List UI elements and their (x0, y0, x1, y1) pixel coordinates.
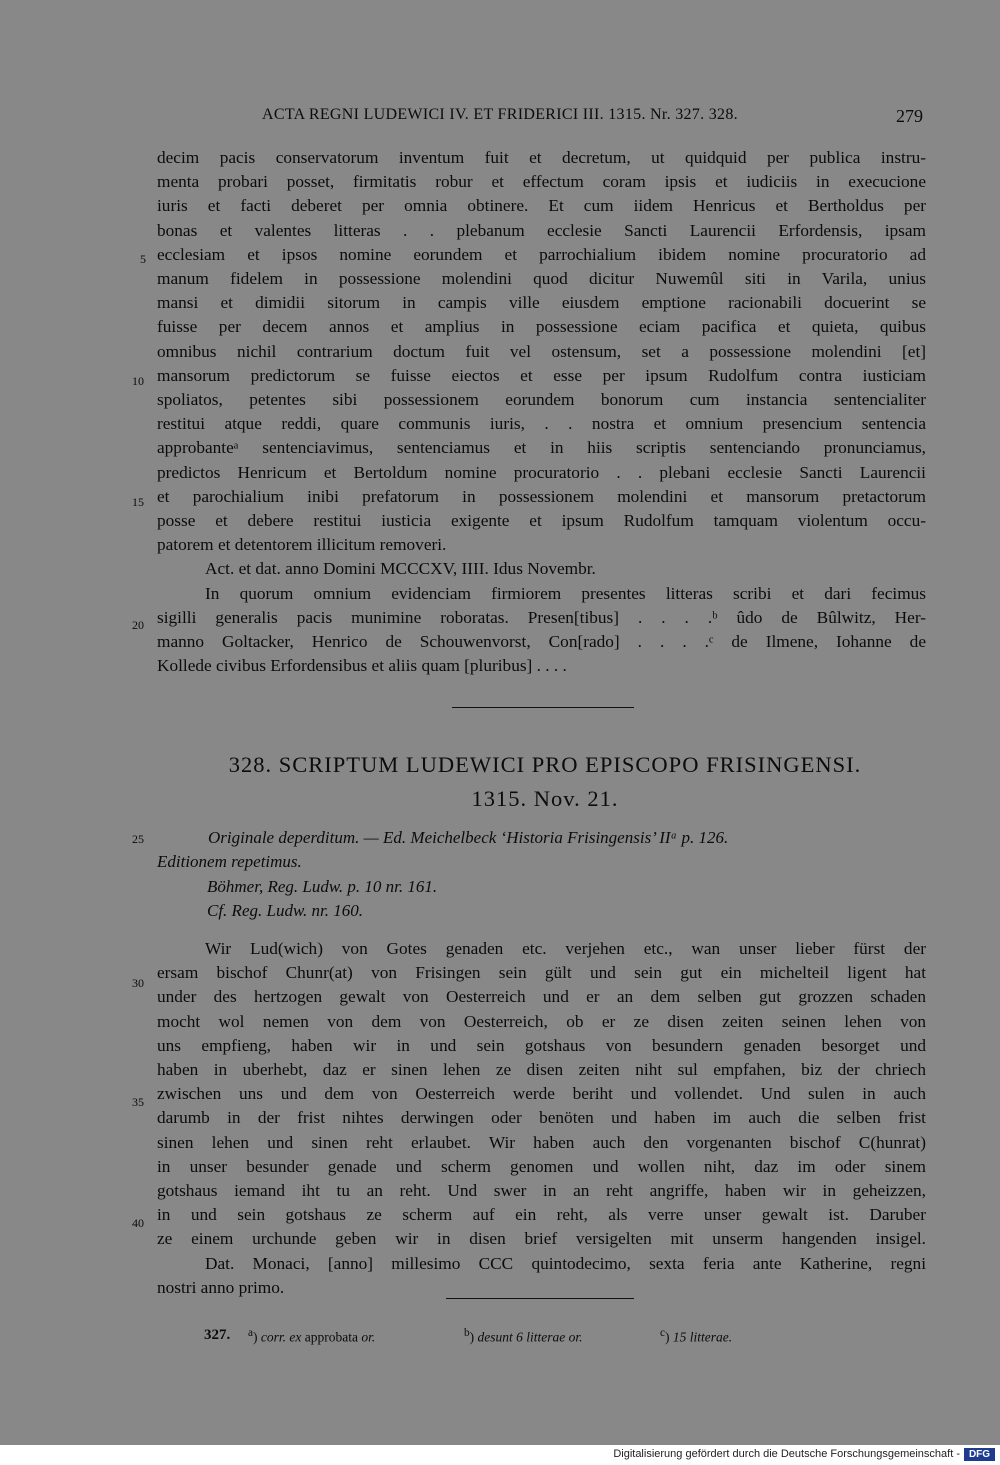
text-line: In quorum omnium evidenciam firmiorem presentes litteras scribi et dari fecimus (205, 583, 926, 603)
text-line: patorem et detentorem illicitum removeri. (157, 535, 447, 555)
text-line: fuisse per decem annos et amplius in possessione eciam pacifica et quieta, quibus (157, 317, 926, 337)
footnote-separator (446, 1298, 634, 1299)
text-line: decim pacis conservatorum inventum fuit et decretum, ut quidquid per publica instru- (157, 148, 926, 167)
text-line: predictos Henricum et Bertoldum nomine procuratorio . . plebani ecclesie Sancti Laurencii (157, 462, 926, 482)
footnote-ref: 327. (204, 1327, 231, 1343)
line-number: 40 (132, 1216, 144, 1230)
footer-credit: Digitalisierung gefördert durch die Deutsche Forschungsgemeinschaft - (613, 1448, 960, 1460)
section-separator (452, 707, 634, 708)
line-number: 25 (132, 832, 144, 846)
text-line: in und sein gotshaus ze scherm auf ein reht, als verre unser gewalt ist. Daruber (157, 1205, 926, 1225)
text-line: zwischen uns und dem von Oesterreich werde beriht und vollendet. Und sulen in auch (157, 1084, 926, 1104)
page-number: 279 (896, 106, 923, 126)
footnote-c: $^c$) 15 litterae. (660, 1327, 733, 1345)
footer-bar (0, 1445, 1000, 1465)
text-line: bonas et valentes litteras . . plebanum ecclesie Sancti Laurencii Erfordensis, ipsam (157, 220, 926, 240)
text-line: spoliatos, petentes sibi possessionem eorundem bonorum cum instancia sentencialiter (157, 390, 926, 409)
text-line: Wir Lud(wich) von Gotes genaden etc. verjehen etc., wan unser lieber fürst der (205, 939, 926, 958)
dfg-logo-icon: DFG (964, 1448, 995, 1461)
text-line: restitui atque reddi, quare communis iuris, . . nostra et omnium presencium sentencia (157, 414, 926, 434)
text-line: in unser besunder genade und scherm genomen und wollen niht, daz im oder sinem (157, 1156, 926, 1176)
text-line: Kollede civibus Erfordensibus et aliis quam [pluribus] . . . . (157, 656, 567, 676)
line-number: 15 (132, 495, 144, 509)
text-line: uns empfieng, haben wir in und sein gotshaus von besundern genaden besorget und (157, 1035, 926, 1055)
text-line: gotshaus iemand iht tu an reht. Und swer in an reht angriffe, haben wir in geheizzen, (157, 1181, 926, 1200)
text-line: ersam bischof Chunr(at) von Frisingen sein gült und sein gut ein michelteil ligent hat (157, 963, 926, 983)
text-line: manum fidelem in possessione molendini quod dicitur Nuwemûl siti in Varila, unius (157, 269, 926, 288)
text-line: Act. et dat. anno Domini MCCCXV, IIII. Idus Novembr. (205, 559, 596, 579)
footnote-a: $^a$) corr. ex approbata or. (248, 1327, 376, 1345)
text-line: mansorum predictorum se fuisse eiectos et esse per ipsum Rudolfum contra iusticiam (157, 365, 926, 385)
text-line: under des hertzogen gewalt von Oesterreich und er an dem selben gut grozzen schaden (157, 987, 926, 1007)
text-line: mocht wol nemen von dem von Oesterreich, ob er ze disen zeiten seinen lehen von (157, 1011, 926, 1031)
source-line: Cf. Reg. Ludw. nr. 160. (207, 901, 364, 920)
text-line: posse et debere restitui iusticia exigente et ipsum Rudolfum tamquam violentum occu- (157, 511, 926, 530)
line-number: 20 (132, 618, 144, 632)
text-line: omnibus nichil contrarium doctum fuit vel ostensum, set a possessione molendini [et] (157, 341, 926, 361)
text-line: menta probari posset, firmitatis robur et effectum coram ipsis et iudiciis in execucione (157, 172, 926, 192)
text-line: mansi et dimidii sitorum in campis ville eiusdem emptione racionabili docuerint se (157, 293, 926, 313)
footnote-b: $^b$) desunt 6 litterae or. (464, 1327, 583, 1345)
source-line: Böhmer, Reg. Ludw. p. 10 nr. 161. (207, 877, 438, 896)
text-line: sinen lehen und sinen reht erlaubet. Wir haben auch den vorgenanten bischof C(hunrat) (157, 1132, 926, 1152)
document-date: 1315. Nov. 21. (471, 786, 619, 811)
text-line: manno Goltacker, Henrico de Schouwenvorst, Con[rado] . . . .ᶜ de Ilmene, Iohanne de (157, 632, 926, 651)
text-line: approbanteᵃ sentenciavimus, sentenciamus et in hiis scriptis sentenciando pronunciamus, (157, 438, 926, 458)
running-header: ACTA REGNI LUDEWICI IV. ET FRIDERICI III. 1315. Nr. 327. 328. (262, 106, 738, 123)
text-line: haben in uberhebt, daz er sinen lehen ze disen zeiten niht sul empfahen, biz der chriech (157, 1060, 926, 1079)
text-line: nostri anno primo. (157, 1277, 285, 1297)
text-line: iuris et facti deberet per omnia obtinere. Et cum iidem Henricus et Bertholdus per (157, 196, 926, 216)
line-number: 30 (132, 976, 144, 990)
text-line: ze einem urchunde geben wir in disen brief versigelten mit unserm hangenden insigel. (157, 1229, 926, 1249)
text-line: et parochialium inibi prefatorum in possessionem molendini et mansorum pretactorum (157, 486, 926, 506)
document-title: 328. SCRIPTUM LUDEWICI PRO EPISCOPO FRISINGENSI. (228, 752, 862, 777)
text-line: darumb in der frist nihtes derwingen oder benöten und haben im auch die selben frist (157, 1108, 926, 1128)
source-line: Originale deperditum. — Ed. Meichelbeck ‘Historia Frisingensis’ IIᵃ p. 126. (208, 828, 729, 847)
text-line: Dat. Monaci, [anno] millesimo CCC quintodecimo, sexta feria ante Katherine, regni (205, 1253, 926, 1273)
text-line: sigilli generalis pacis munimine roboratas. Presen[tibus] . . . .ᵇ ûdo de Bûlwitz, Her- (157, 607, 926, 627)
line-number: 10 (132, 374, 144, 388)
line-number: 5 (140, 252, 146, 266)
source-line: Editionem repetimus. (157, 852, 302, 871)
line-number: 35 (132, 1095, 144, 1109)
text-line: ecclesiam et ipsos nomine eorundem et parrochialium ibidem nomine procuratorio ad (157, 244, 926, 264)
